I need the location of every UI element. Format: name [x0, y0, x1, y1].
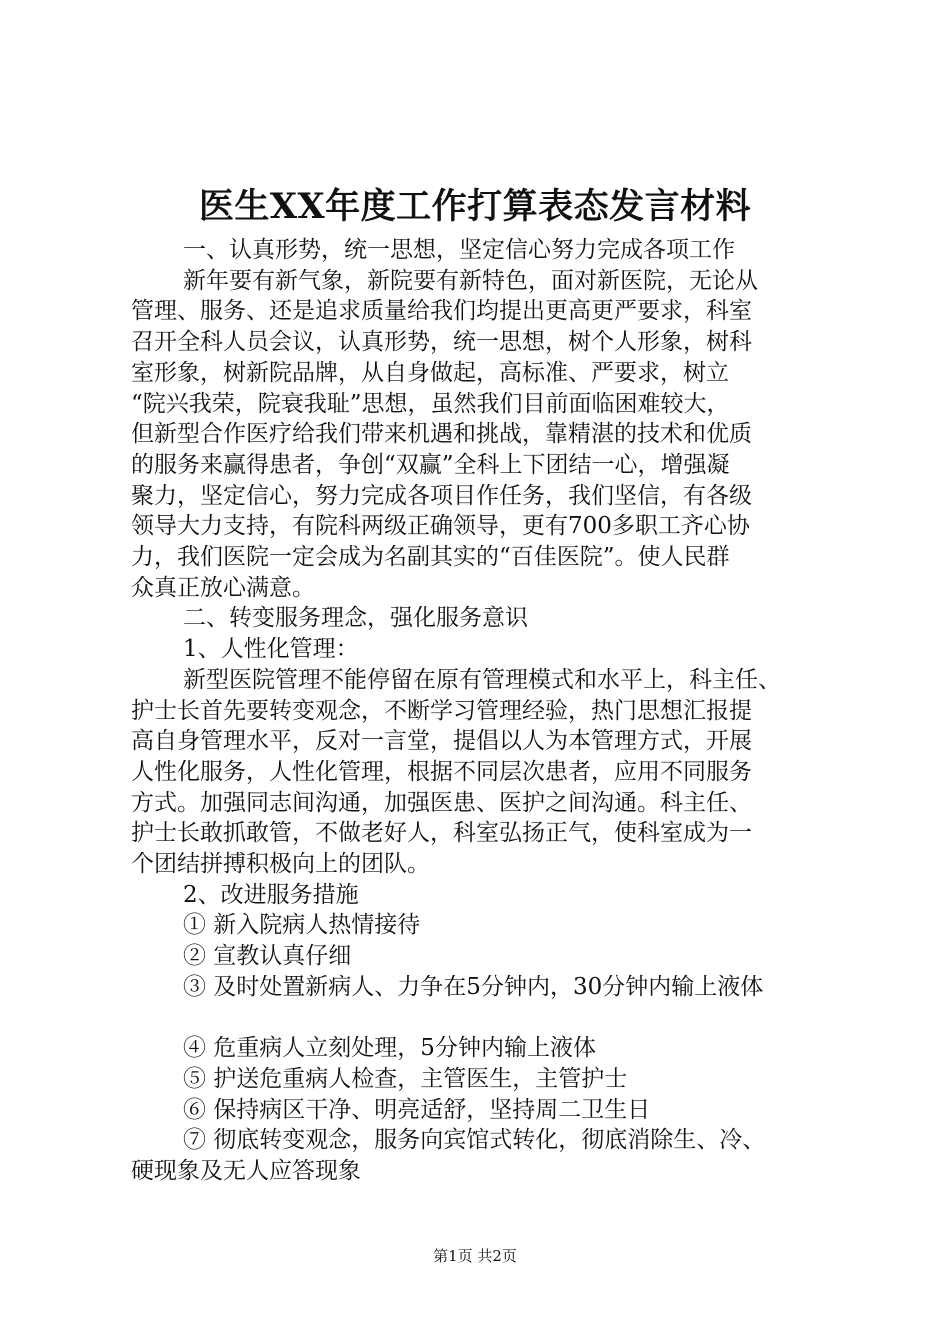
paragraph-line: 方式。加强同志间沟通，加强医患、医护之间沟通。科主任、: [131, 789, 752, 816]
paragraph-line: 新型医院管理不能停留在原有管理模式和水平上，科主任、: [183, 666, 781, 693]
list-item: ⑥ 保持病区干净、明亮适舒，坚持周二卫生日: [183, 1096, 651, 1123]
paragraph-line: 众真正放心满意。: [131, 574, 315, 601]
page-footer: 第1页 共2页: [433, 1247, 517, 1265]
paragraph-line: 召开全科人员会议，认真形势，统一思想，树个人形象，树科: [131, 329, 752, 356]
paragraph-line: 领导大力支持，有院科两级正确领导，更有700多职工齐心协: [131, 513, 750, 540]
list-item: ③ 及时处置新病人、力争在5分钟内，30分钟内输上液体: [183, 973, 764, 1000]
list-item: ④ 危重病人立刻处理，5分钟内输上液体: [183, 1035, 596, 1062]
paragraph-line: 新年要有新气象，新院要有新特色，面对新医院，无论从: [183, 267, 758, 294]
list-item: ⑤ 护送危重病人检查，主管医生，主管护士: [183, 1065, 628, 1092]
document-body: [131, 235, 831, 1187]
paragraph-line: 的服务来赢得患者，争创“双赢”全科上下团结一心，增强凝: [131, 451, 730, 478]
paragraph-line: 聚力，坚定信心，努力完成各项目作任务，我们坚信，有各级: [131, 482, 752, 509]
list-item: ② 宣教认真仔细: [183, 943, 352, 970]
paragraph-line: 人性化服务，人性化管理，根据不同层次患者，应用不同服务: [131, 758, 752, 785]
paragraph-line: 个团结拼搏积极向上的团队。: [131, 851, 430, 878]
paragraph-line: “院兴我荣，院衰我耻”思想，虽然我们目前面临困难较大，: [131, 390, 730, 417]
list-item: ⑦ 彻底转变观念，服务向宾馆式转化，彻底消除生、冷、: [183, 1127, 766, 1154]
subsection-heading: 1、人性化管理：: [183, 636, 359, 663]
list-item-continuation: 硬现象及无人应答现象: [131, 1158, 361, 1185]
list-item: ① 新入院病人热情接待: [183, 912, 421, 939]
paragraph-line: 高自身管理水平，反对一言堂，提倡以人为本管理方式，开展: [131, 728, 752, 755]
paragraph-line: 力，我们医院一定会成为名副其实的“百佳医院”。使人民群: [131, 544, 730, 571]
document-title: 医生XX年度工作打算表态发言材料: [198, 186, 752, 227]
paragraph-line: 管理、服务、还是追求质量给我们均提出更高更严要求，科室: [131, 298, 752, 325]
section-heading: 二、转变服务理念，强化服务意识: [183, 605, 528, 632]
paragraph-line: 室形象，树新院品牌，从自身做起，高标准、严要求，树立: [131, 359, 729, 386]
paragraph-line: 护士长首先要转变观念，不断学习管理经验，热门思想汇报提: [131, 697, 752, 724]
paragraph-line: 但新型合作医疗给我们带来机遇和挑战，靠精湛的技术和优质: [131, 421, 752, 448]
subsection-heading: 2、改进服务措施: [183, 881, 359, 908]
section-heading: 一、认真形势，统一思想，坚定信心努力完成各项工作: [183, 237, 735, 263]
blank-line: [131, 1003, 831, 1034]
paragraph-line: 护士长敢抓敢管，不做老好人，科室弘扬正气，使科室成为一: [131, 820, 752, 847]
